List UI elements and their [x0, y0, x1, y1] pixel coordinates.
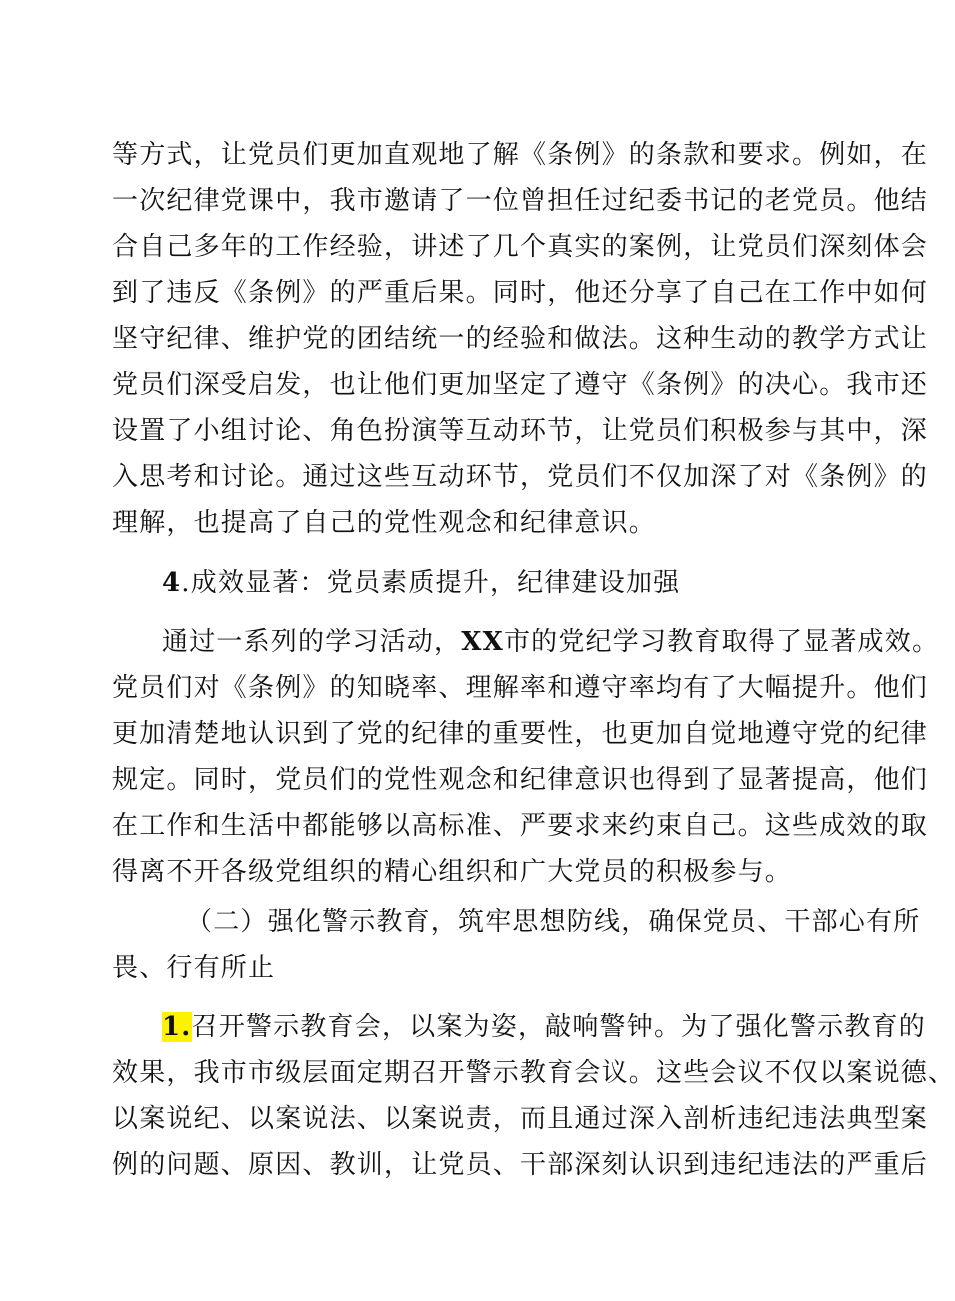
paragraph-2-suffix: 市的党纪学习教育取得了显著成效。 — [503, 627, 940, 657]
paragraph-3-line-3: 以案说纪、以案说法、以案说责，而且通过深入剖析违纪违法典型案 — [112, 1104, 929, 1134]
section-2-heading-line-2: 畏、行有所止 — [112, 953, 276, 983]
paragraph-1-line-1: 等方式，让党员们更加直观地了解《条例》的条款和要求。例如，在 — [112, 140, 929, 170]
paragraph-1-line-5: 坚守纪律、维护党的团结统一的经验和做法。这种生动的教学方式让 — [112, 324, 929, 354]
paragraph-1-line-6: 党员们深受启发，也让他们更加坚定了遵守《条例》的决心。我市还 — [112, 370, 929, 400]
paragraph-1-line-7: 设置了小组讨论、角色扮演等互动环节，让党员们积极参与其中，深 — [112, 416, 929, 446]
paragraph-2-line-1 — [162, 616, 940, 668]
paragraph-3-line-1 — [162, 1001, 926, 1053]
paragraph-2-line-2: 党员们对《条例》的知晓率、理解率和遵守率均有了大幅提升。他们 — [112, 673, 929, 703]
highlighted-number: 1. — [162, 1012, 192, 1042]
paragraph-1-line-8: 入思考和讨论。通过这些互动环节，党员们不仅加深了对《条例》的 — [112, 462, 929, 492]
paragraph-2-line-5: 在工作和生活中都能够以高标准、严要求来约束自己。这些成效的取 — [112, 811, 929, 841]
heading-4-text: .成效显著：党员素质提升，纪律建设加强 — [181, 568, 681, 598]
paragraph-2-prefix: 通过一系列的学习活动， — [162, 627, 462, 657]
paragraph-2-xx: XX — [461, 627, 504, 657]
paragraph-1-line-4: 到了违反《条例》的严重后果。同时，他还分享了自己在工作中如何 — [112, 278, 929, 308]
paragraph-1-line-3: 合自己多年的工作经验，讲述了几个真实的案例，让党员们深刻体会 — [112, 232, 929, 262]
paragraph-1-line-2: 一次纪律党课中，我市邀请了一位曾担任过纪委书记的老党员。他结 — [112, 186, 929, 216]
heading-4 — [162, 557, 812, 609]
paragraph-3-line-2: 效果，我市市级层面定期召开警示教育会议。这些会议不仅以案说德、 — [112, 1058, 955, 1088]
paragraph-3-first-text: 召开警示教育会，以案为姿，敲响警钟。为了强化警示教育的 — [191, 1012, 926, 1042]
paragraph-1-line-9: 理解，也提高了自己的党性观念和纪律意识。 — [112, 508, 657, 538]
paragraph-2-line-4: 规定。同时，党员们的党性观念和纪律意识也得到了显著提高，他们 — [112, 765, 929, 795]
paragraph-2-line-3: 更加清楚地认识到了党的纪律的重要性，也更加自觉地遵守党的纪律 — [112, 719, 929, 749]
section-2-heading-line-1: （二）强化警示教育，筑牢思想防线，确保党员、干部心有所 — [186, 907, 921, 937]
paragraph-2-line-6: 得离不开各级党组织的精心组织和广大党员的积极参与。 — [112, 857, 793, 887]
heading-4-number: 4 — [162, 568, 182, 598]
paragraph-3-line-4: 例的问题、原因、教训，让党员、干部深刻认识到违纪违法的严重后 — [112, 1150, 929, 1180]
